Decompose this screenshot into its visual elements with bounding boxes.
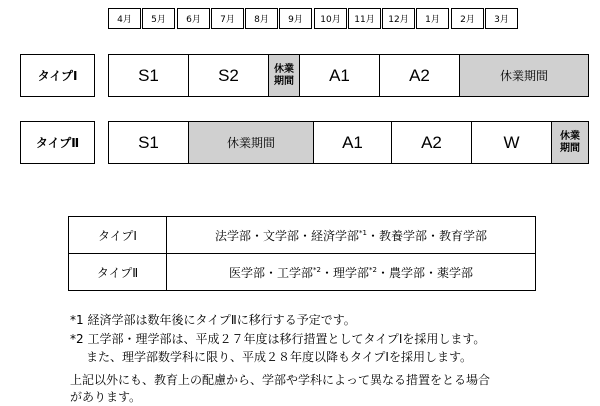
type1-term-s1: S1	[108, 54, 189, 97]
month-5: 5月	[142, 8, 175, 29]
month-9: 9月	[279, 8, 312, 29]
footnote-marker-2b: *2	[369, 265, 377, 274]
footer-line-1: 上記以外にも、教育上の配慮から、学部や学科によって異なる措置をとる場合	[70, 373, 491, 387]
faculty-type1-part2: ・教養学部・教育学部	[366, 228, 487, 243]
type2-term-a2: A2	[391, 121, 472, 164]
month-1: 1月	[416, 8, 449, 29]
type1-term-a1: A1	[299, 54, 380, 97]
faculty-type2-list	[167, 254, 536, 291]
faculty-type1-label: タイプⅠ	[69, 217, 167, 254]
faculty-type2-label: タイプⅡ	[69, 254, 167, 291]
type2-holiday-summer: 休業期間	[188, 121, 314, 164]
type1-label: タイプⅠ	[20, 54, 95, 97]
footer-line-2: があります。	[70, 390, 142, 404]
footnote-2b: また、理学部数学科に限り、平成２８年度以降もタイプⅠを採用します。	[86, 350, 472, 364]
month-3: 3月	[485, 8, 518, 29]
faculty-type2-part2: ・理学部	[320, 265, 369, 280]
type2-term-w: W	[471, 121, 552, 164]
month-6: 6月	[177, 8, 210, 29]
faculty-table	[68, 216, 536, 291]
type2-label: タイプⅡ	[20, 121, 95, 164]
type1-holiday-spring: 休業期間	[459, 54, 589, 97]
faculty-type2-part1: 医学部・工学部	[229, 265, 314, 280]
footnote-2a: *2 工学部・理学部は、平成２７年度は移行措置としてタイプⅠを採用します。	[70, 332, 486, 346]
type1-holiday-summer: 休業 期間	[268, 54, 300, 97]
month-8: 8月	[245, 8, 278, 29]
month-4: 4月	[108, 8, 141, 29]
type2-term-s1: S1	[108, 121, 189, 164]
faculty-type1-part1: 法学部・文学部・経済学部	[215, 228, 360, 243]
footnote-marker-2a: *2	[313, 265, 321, 274]
month-header	[108, 8, 553, 29]
footnote-1: *1 経済学部は数年後にタイプⅡに移行する予定です。	[70, 313, 356, 327]
month-10: 10月	[314, 8, 347, 29]
month-7: 7月	[211, 8, 244, 29]
month-2: 2月	[451, 8, 484, 29]
type2-holiday-spring: 休業 期間	[551, 121, 589, 164]
table-row	[69, 217, 536, 254]
faculty-type1-list	[167, 217, 536, 254]
type1-term-s2: S2	[188, 54, 269, 97]
table-row	[69, 254, 536, 291]
footnote-marker-1: *1	[359, 228, 367, 237]
type2-term-a1: A1	[313, 121, 392, 164]
type1-term-a2: A2	[379, 54, 460, 97]
month-11: 11月	[348, 8, 381, 29]
type1-schedule-row	[108, 54, 589, 97]
faculty-type2-part3: ・農学部・薬学部	[376, 265, 473, 280]
type2-schedule-row	[108, 121, 589, 164]
month-12: 12月	[382, 8, 415, 29]
